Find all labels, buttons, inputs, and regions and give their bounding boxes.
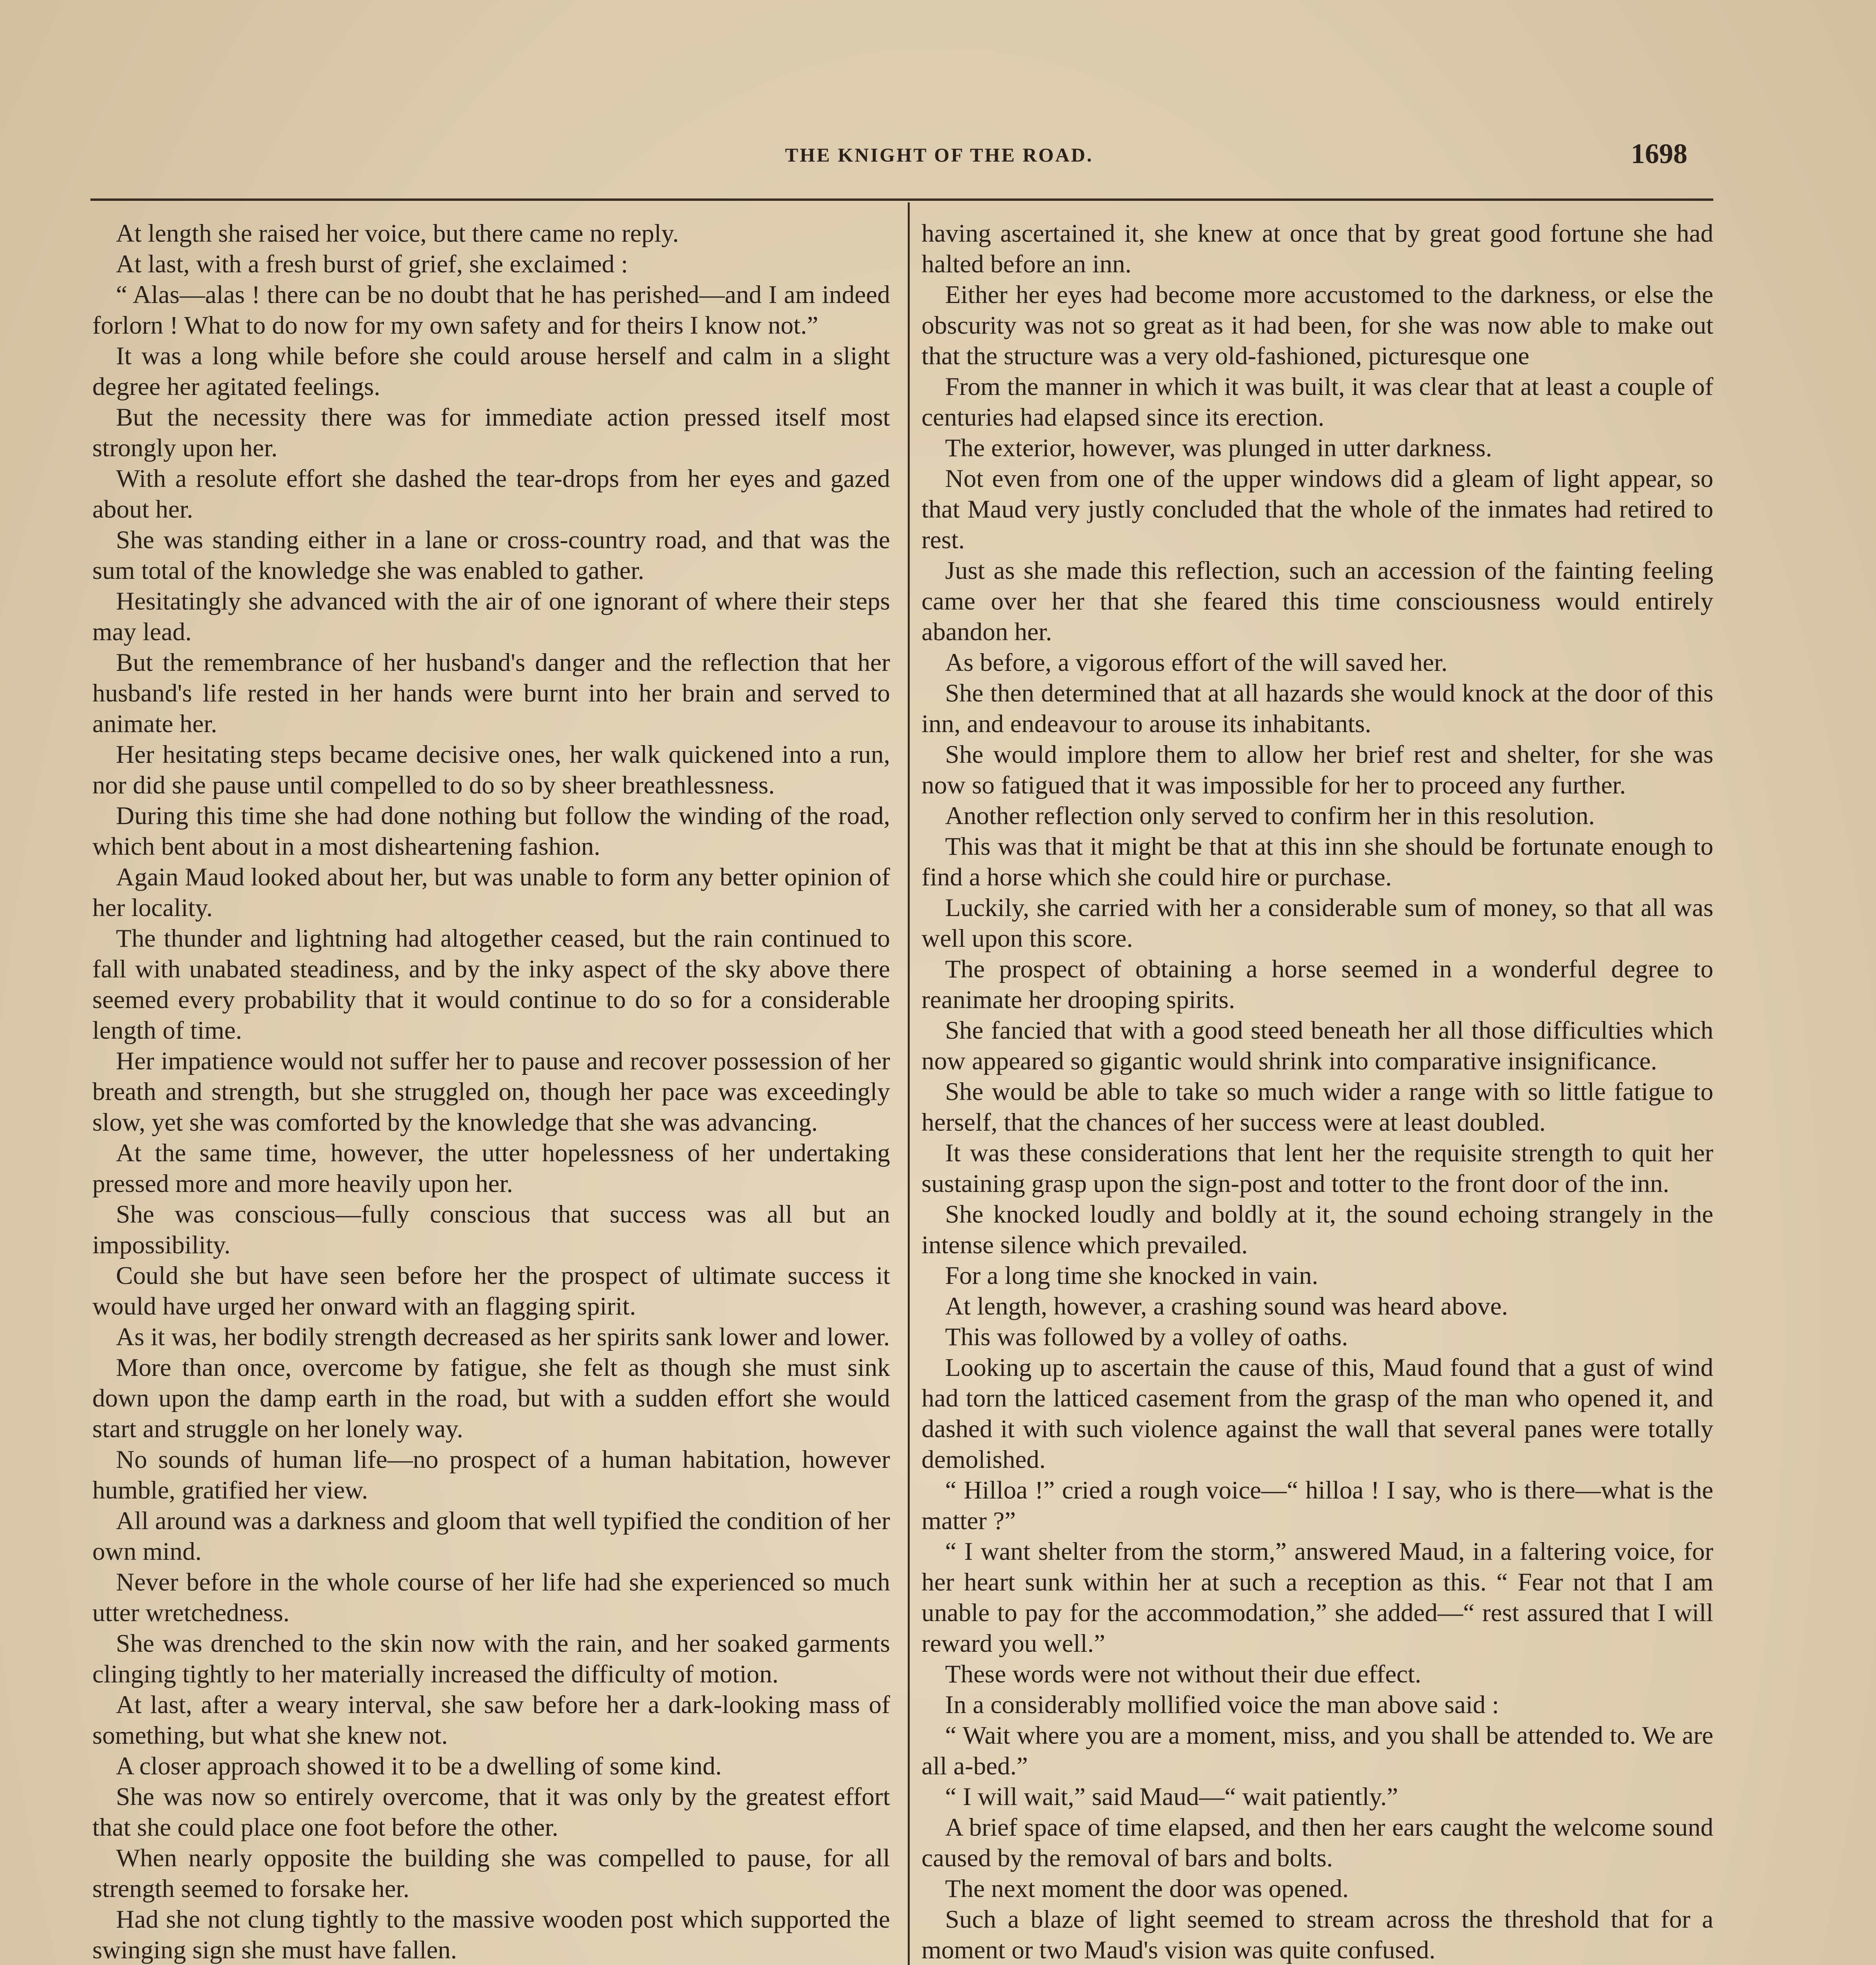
paragraph: A closer approach showed it to be a dwelling of some kind. [116, 1752, 722, 1780]
left-column [92, 218, 890, 1965]
paragraph: Not even from one of the upper windows did a gleam of light appear, so that Maud very justly concluded that the whole of the inmates had retired to rest. [921, 465, 1713, 554]
paragraph: “ I will wait,” said Maud—“ wait patiently.” [945, 1783, 1398, 1811]
paragraph: Either her eyes had become more accustomed to the darkness, or else the obscurity was not so great as it had been, for she was now able to make out that the structure was a very old-fashioned, picturesque one [921, 281, 1713, 370]
paragraph: All around was a darkness and gloom that well typified the condition of her own mind. [92, 1507, 890, 1566]
paragraph: As it was, her bodily strength decreased as her spirits sank lower and lower. [116, 1323, 890, 1351]
paragraph: She would implore them to allow her brief rest and shelter, for she was now so fatigued that it was impossible for her to proceed any further. [921, 740, 1713, 799]
running-title: THE KNIGHT OF THE ROAD. [785, 144, 1094, 166]
page-number: 1698 [1631, 138, 1687, 169]
paragraph: Luckily, she carried with her a considerable sum of money, so that all was well upon this score. [921, 894, 1713, 953]
paragraph: Another reflection only served to confirm her in this resolution. [945, 802, 1595, 830]
continuation-paragraph: having ascertained it, she knew at once that by great good fortune she had halted before an inn. [921, 219, 1713, 278]
paragraph: The exterior, however, was plunged in utter darkness. [945, 434, 1492, 462]
paragraph: “ Wait where you are a moment, miss, and you shall be attended to. We are all a-bed.” [921, 1721, 1713, 1780]
paragraph: In a considerably mollified voice the man above said : [945, 1691, 1499, 1719]
paragraph: Again Maud looked about her, but was unable to form any better opinion of her locality. [92, 863, 890, 922]
paragraph: Just as she made this reflection, such an accession of the fainting feeling came over her that she feared this time consciousness would entirely abandon her. [921, 556, 1713, 646]
paragraph: During this time she had done nothing but follow the winding of the road, which bent about in a most disheartening fashion. [92, 802, 890, 861]
paragraph: “ Hilloa !” cried a rough voice—“ hilloa ! I say, who is there—what is the matter ?” [921, 1476, 1713, 1535]
paragraph: This was that it might be that at this inn she should be fortunate enough to find a horse which she could hire or purchase. [921, 832, 1713, 891]
paragraph: At the same time, however, the utter hopelessness of her undertaking pressed more and more heavily upon her. [92, 1139, 890, 1198]
paragraph: The prospect of obtaining a horse seemed in a wonderful degree to reanimate her drooping spirits. [921, 955, 1713, 1014]
paragraph: At last, with a fresh burst of grief, she exclaimed : [116, 250, 628, 278]
paragraph: Had she not clung tightly to the massive wooden post which supported the swinging sign she must have fallen. [92, 1905, 890, 1964]
paragraph: Never before in the whole course of her life had she experienced so much utter wretchedness. [92, 1568, 890, 1627]
column-divider [908, 202, 910, 1965]
paragraph: From the manner in which it was built, it was clear that at least a couple of centuries had elapsed since its erection. [921, 373, 1713, 432]
paragraph: For a long time she knocked in vain. [945, 1262, 1318, 1290]
paragraph: “ Alas—alas ! there can be no doubt that he has perished—and I am indeed forlorn ! What to do now for my own safety and for theirs I know not.” [92, 281, 890, 340]
paragraph: She fancied that with a good steed beneath her all those difficulties which now appeared so gigantic would shrink into comparative insignificance. [921, 1016, 1713, 1075]
left-column-paragraphs [92, 218, 890, 1965]
right-column [921, 218, 1713, 1965]
paragraph: “ I want shelter from the storm,” answered Maud, in a faltering voice, for her heart sunk within her at such a reception as this. “ Fear not that I am unable to pay for the accommodation,” she added—“ rest assured that I will reward you well.” [921, 1537, 1713, 1658]
paragraph: These words were not without their due effect. [945, 1660, 1421, 1688]
paragraph: She would be able to take so much wider a range with so little fatigue to herself, that the chances of her success were at least doubled. [921, 1078, 1713, 1137]
paragraph: With a resolute effort she dashed the tear-drops from her eyes and gazed about her. [92, 465, 890, 523]
paragraph: At length, however, a crashing sound was heard above. [945, 1292, 1508, 1320]
paragraph: Such a blaze of light seemed to stream across the threshold that for a moment or two Maud's vision was quite confused. [921, 1905, 1713, 1964]
paragraph: But the necessity there was for immediate action pressed itself most strongly upon her. [92, 403, 890, 462]
paragraph: But the remembrance of her husband's danger and the reflection that her husband's life rested in her hands were burnt into her brain and served to animate her. [92, 648, 890, 738]
paragraph: Could she but have seen before her the prospect of ultimate success it would have urged her onward with an flagging spirit. [92, 1262, 890, 1320]
paragraph: She was standing either in a lane or cross-country road, and that was the sum total of the knowledge she was enabled to gather. [92, 526, 890, 585]
paragraph: She was conscious—fully conscious that success was all but an impossibility. [92, 1200, 890, 1259]
paragraph: As before, a vigorous effort of the will saved her. [945, 648, 1448, 677]
paragraph: She was now so entirely overcome, that it was only by the greatest effort that she could place one foot before the other. [92, 1783, 890, 1842]
paragraph: Looking up to ascertain the cause of this, Maud found that a gust of wind had torn the latticed casement from the grasp of the man who opened it, and dashed it with such violence against the wall that several panes were totally demolished. [921, 1353, 1713, 1474]
paragraph: She knocked loudly and boldly at it, the sound echoing strangely in the intense silence which prevailed. [921, 1200, 1713, 1259]
paragraph: This was followed by a volley of oaths. [945, 1323, 1348, 1351]
paragraph: Her impatience would not suffer her to pause and recover possession of her breath and strength, but she struggled on, though her pace was exceedingly slow, yet she was comforted by the knowledge that she was advancing. [92, 1047, 890, 1137]
paragraph: It was a long while before she could arouse herself and calm in a slight degree her agitated feelings. [92, 342, 890, 401]
paragraph: At length she raised her voice, but there came no reply. [116, 219, 679, 248]
paragraph: At last, after a weary interval, she saw before her a dark-looking mass of something, but what she knew not. [92, 1691, 890, 1750]
paragraph: More than once, overcome by fatigue, she felt as though she must sink down upon the damp earth in the road, but with a sudden effort she would start and struggle on her lonely way. [92, 1353, 890, 1443]
paragraph: When nearly opposite the building she was compelled to pause, for all strength seemed to forsake her. [92, 1844, 890, 1903]
paragraph: The thunder and lightning had altogether ceased, but the rain continued to fall with unabated steadiness, and by the inky aspect of the sky above there seemed every probability that it would continue to do so for a considerable length of time. [92, 924, 890, 1045]
paragraph: It was these considerations that lent her the requisite strength to quit her sustaining grasp upon the sign-post and totter to the front door of the inn. [921, 1139, 1713, 1198]
right-column-paragraphs [921, 279, 1713, 1965]
paragraph: She was drenched to the skin now with the rain, and her soaked garments clinging tightly to her materially increased the difficulty of motion. [92, 1629, 890, 1688]
paragraph: No sounds of human life—no prospect of a human habitation, however humble, gratified her view. [92, 1445, 890, 1504]
paragraph: A brief space of time elapsed, and then her ears caught the welcome sound caused by the removal of bars and bolts. [921, 1813, 1713, 1872]
paragraph: Her hesitating steps became decisive ones, her walk quickened into a run, nor did she pause until compelled to do so by sheer breathlessness. [92, 740, 890, 799]
paragraph: The next moment the door was opened. [945, 1875, 1349, 1903]
paragraph: She then determined that at all hazards she would knock at the door of this inn, and endeavour to arouse its inhabitants. [921, 679, 1713, 738]
header-rule [90, 198, 1713, 201]
paragraph: Hesitatingly she advanced with the air of one ignorant of where their steps may lead. [92, 587, 890, 646]
